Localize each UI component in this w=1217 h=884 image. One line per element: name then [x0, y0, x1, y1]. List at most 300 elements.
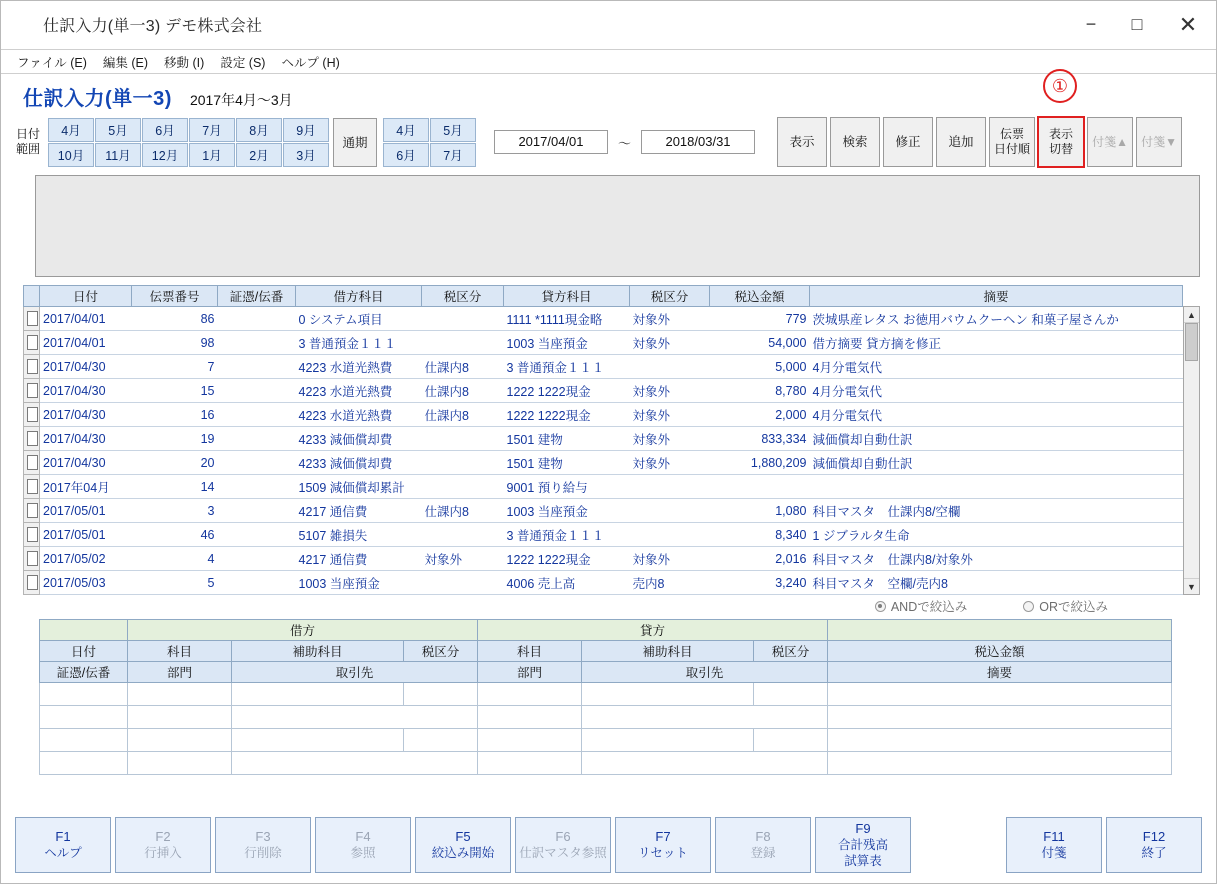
- month-button-7[interactable]: 7月: [189, 118, 235, 142]
- row-handle[interactable]: [24, 331, 40, 355]
- cell-credit-account[interactable]: 3 普通預金１１１: [504, 355, 630, 379]
- cell-credit-account[interactable]: 9001 預り給与: [504, 475, 630, 499]
- modify-button[interactable]: 修正: [883, 117, 933, 167]
- table-row[interactable]: [24, 331, 1183, 355]
- cell-date[interactable]: 2017/05/01: [40, 523, 132, 547]
- journal-grid-main: [23, 285, 1183, 595]
- entry-group-header: [40, 620, 1172, 641]
- col-voucher-no[interactable]: 伝票番号: [132, 286, 218, 307]
- entry-col-memo: 摘要: [828, 662, 1172, 683]
- cell-evidence-no[interactable]: [218, 403, 296, 427]
- entry-col-credit-dept: 部門: [478, 662, 582, 683]
- cell-evidence-no[interactable]: [218, 331, 296, 355]
- page-heading: [1, 74, 1216, 115]
- table-row[interactable]: [24, 403, 1183, 427]
- filter-mode-group: [1, 597, 1198, 615]
- voucher-date-order-line2: 日付順: [994, 142, 1031, 156]
- entry-input-credit-partner[interactable]: [582, 706, 828, 729]
- cell-credit-tax[interactable]: [630, 355, 710, 379]
- toolbar-actions: [777, 117, 1182, 167]
- fkey-f9-label-1: 合計残高: [837, 838, 888, 852]
- entry-col-amount: 税込金額: [828, 641, 1172, 662]
- journal-scrollbar[interactable]: [1183, 306, 1200, 595]
- cell-memo[interactable]: 減価償却自動仕訳: [810, 427, 1183, 451]
- fkey-f6-journal-master[interactable]: [515, 817, 611, 873]
- close-button[interactable]: ✕: [1178, 11, 1198, 37]
- entry-input-memo-2[interactable]: [828, 752, 1172, 775]
- preview-panel: [35, 175, 1200, 277]
- fkey-f2-insert-row[interactable]: [115, 817, 211, 873]
- cell-evidence-no[interactable]: [218, 427, 296, 451]
- date-range-label-line2: 範囲: [15, 142, 40, 156]
- cell-memo[interactable]: 科目マスタ 仕課内8/空欄: [810, 499, 1183, 523]
- cell-memo[interactable]: 科目マスタ 空欄/売内8: [810, 571, 1183, 595]
- entry-input-debit-account-2[interactable]: [128, 729, 232, 752]
- fkey-f5-start-filter[interactable]: [415, 817, 511, 873]
- row-handle[interactable]: [24, 307, 40, 331]
- cell-evidence-no[interactable]: [218, 451, 296, 475]
- cell-debit-account[interactable]: 4233 減価償却費: [296, 451, 422, 475]
- month-button-8[interactable]: 8月: [236, 118, 282, 142]
- entry-input-credit-partner-2[interactable]: [582, 752, 828, 775]
- cell-credit-tax[interactable]: [630, 499, 710, 523]
- table-row[interactable]: [24, 451, 1183, 475]
- row-handle[interactable]: [24, 379, 40, 403]
- month2-button-6[interactable]: 6月: [383, 143, 429, 167]
- entry-input-row[interactable]: [40, 729, 1172, 752]
- cell-debit-tax[interactable]: [422, 331, 504, 355]
- cell-credit-account[interactable]: 1501 建物: [504, 451, 630, 475]
- fkey-f1-key: F1: [55, 829, 71, 844]
- radio-dot-icon: [875, 601, 886, 612]
- cell-voucher-no[interactable]: 3: [132, 499, 218, 523]
- cell-memo[interactable]: 4月分電気代: [810, 355, 1183, 379]
- entry-header-row-1: [40, 641, 1172, 662]
- scroll-down-icon[interactable]: ▼: [1184, 578, 1199, 594]
- fkey-f11-key: F11: [1043, 829, 1065, 844]
- cell-debit-tax[interactable]: [422, 427, 504, 451]
- fkey-f1-label: ヘルプ: [44, 846, 82, 860]
- cell-debit-tax[interactable]: 仕課内8: [422, 379, 504, 403]
- cell-debit-tax[interactable]: 対象外: [422, 547, 504, 571]
- table-row[interactable]: [24, 475, 1183, 499]
- cell-voucher-no[interactable]: 4: [132, 547, 218, 571]
- entry-input-credit-sub[interactable]: [582, 683, 754, 706]
- cell-debit-account[interactable]: 1003 当座預金: [296, 571, 422, 595]
- cell-date[interactable]: 2017/05/02: [40, 547, 132, 571]
- entry-group-blank-right: [828, 620, 1172, 641]
- entry-input-debit-dept[interactable]: [128, 706, 232, 729]
- cell-amount[interactable]: 8,780: [710, 379, 810, 403]
- page-period: 2017年4月～3月: [189, 92, 293, 108]
- cell-memo[interactable]: 1 ジブラルタ生命: [810, 523, 1183, 547]
- cell-voucher-no[interactable]: 86: [132, 307, 218, 331]
- entry-col-credit-sub: 補助科目: [582, 641, 754, 662]
- cell-amount[interactable]: 5,000: [710, 355, 810, 379]
- cell-amount[interactable]: 8,340: [710, 523, 810, 547]
- date-range-separator: ～: [618, 135, 632, 151]
- cell-voucher-no[interactable]: 98: [132, 331, 218, 355]
- cell-amount[interactable]: 833,334: [710, 427, 810, 451]
- entry-input-date-2[interactable]: [40, 729, 128, 752]
- month2-button-7[interactable]: 7月: [430, 143, 476, 167]
- cell-date[interactable]: 2017/04/30: [40, 379, 132, 403]
- cell-credit-account[interactable]: 1222 1222現金: [504, 547, 630, 571]
- cell-amount[interactable]: 2,000: [710, 403, 810, 427]
- cell-credit-tax[interactable]: [630, 475, 710, 499]
- row-handle[interactable]: [24, 427, 40, 451]
- menu-settings[interactable]: 設定 (S): [220, 55, 266, 70]
- entry-input-credit-dept-2[interactable]: [478, 752, 582, 775]
- fkey-f8-key: F8: [755, 829, 771, 844]
- fkey-f11-fusen[interactable]: [1006, 817, 1102, 873]
- cell-date[interactable]: 2017/04/30: [40, 355, 132, 379]
- journal-table-header: [24, 286, 1183, 307]
- entry-input-row[interactable]: [40, 752, 1172, 775]
- entry-col-evidence: 証憑/伝番: [40, 662, 128, 683]
- cell-debit-account[interactable]: 5107 雑損失: [296, 523, 422, 547]
- entry-input-debit-partner[interactable]: [232, 706, 478, 729]
- entry-group-debit: 借方: [128, 620, 478, 641]
- window-title: 仕訳入力(単一3) デモ株式会社: [43, 18, 263, 35]
- cell-credit-tax[interactable]: 対象外: [630, 307, 710, 331]
- cell-memo[interactable]: [810, 475, 1183, 499]
- entry-col-credit-tax: 税区分: [754, 641, 828, 662]
- cell-memo[interactable]: 借方摘要 貸方摘を修正: [810, 331, 1183, 355]
- entry-input-debit-dept-2[interactable]: [128, 752, 232, 775]
- entry-col-debit-tax: 税区分: [404, 641, 478, 662]
- month-button-grid: [48, 118, 329, 167]
- month-button-3[interactable]: 3月: [283, 143, 329, 167]
- entry-col-debit-sub: 補助科目: [232, 641, 404, 662]
- cell-credit-account[interactable]: 4006 売上高: [504, 571, 630, 595]
- cell-credit-tax[interactable]: 対象外: [630, 331, 710, 355]
- fkey-f3-key: F3: [255, 829, 271, 844]
- entry-input-credit-sub-2[interactable]: [582, 729, 754, 752]
- cell-debit-account[interactable]: 4223 水道光熱費: [296, 355, 422, 379]
- fkey-f9-label-2: 試算表: [844, 854, 882, 868]
- month2-button-5[interactable]: 5月: [430, 118, 476, 142]
- row-handle[interactable]: [24, 475, 40, 499]
- annotation-badge-1: ①: [1043, 69, 1077, 103]
- search-button[interactable]: 検索: [830, 117, 880, 167]
- col-amount[interactable]: 税込金額: [710, 286, 810, 307]
- cell-voucher-no[interactable]: 46: [132, 523, 218, 547]
- row-handle-header: [24, 286, 40, 307]
- row-handle[interactable]: [24, 355, 40, 379]
- entry-input-debit-tax-2[interactable]: [404, 729, 478, 752]
- col-date[interactable]: 日付: [40, 286, 132, 307]
- entry-input-evidence-2[interactable]: [40, 752, 128, 775]
- menu-bar: [1, 49, 1216, 74]
- entry-input-amount-2[interactable]: [828, 729, 1172, 752]
- fkey-f6-key: F6: [555, 829, 571, 844]
- fkey-f2-key: F2: [155, 829, 171, 844]
- entry-input-debit-sub[interactable]: [232, 683, 404, 706]
- cell-debit-account[interactable]: 4217 通信費: [296, 499, 422, 523]
- entry-form-table: [39, 619, 1172, 775]
- voucher-date-order-button[interactable]: [989, 117, 1035, 167]
- filter-or-radio[interactable]: [1023, 597, 1108, 615]
- fkey-f12-exit[interactable]: [1106, 817, 1202, 873]
- entry-col-debit-dept: 部門: [128, 662, 232, 683]
- filter-or-label: ORで絞込み: [1039, 600, 1108, 614]
- entry-input-credit-tax[interactable]: [754, 683, 828, 706]
- month-button-6[interactable]: 6月: [142, 118, 188, 142]
- cell-voucher-no[interactable]: 5: [132, 571, 218, 595]
- table-row[interactable]: [24, 427, 1183, 451]
- add-button[interactable]: 追加: [936, 117, 986, 167]
- entry-col-debit-account: 科目: [128, 641, 232, 662]
- col-evidence-no[interactable]: 証憑/伝番: [218, 286, 296, 307]
- col-debit-account[interactable]: 借方科目: [296, 286, 422, 307]
- cell-amount[interactable]: 3,240: [710, 571, 810, 595]
- cell-credit-account[interactable]: 1003 当座預金: [504, 499, 630, 523]
- title-bar: [1, 1, 1216, 49]
- cell-debit-account[interactable]: 0 システム項目: [296, 307, 422, 331]
- cell-amount[interactable]: 779: [710, 307, 810, 331]
- cell-credit-tax[interactable]: 売内8: [630, 571, 710, 595]
- cell-voucher-no[interactable]: 16: [132, 403, 218, 427]
- table-row[interactable]: [24, 547, 1183, 571]
- month-button-grid-secondary: [383, 118, 476, 167]
- cell-credit-account[interactable]: 1111 *1111現金略: [504, 307, 630, 331]
- cell-voucher-no[interactable]: 20: [132, 451, 218, 475]
- entry-input-credit-account-2[interactable]: [478, 729, 582, 752]
- voucher-date-order-line1: 伝票: [1000, 127, 1025, 141]
- cell-credit-tax[interactable]: 対象外: [630, 379, 710, 403]
- cell-memo[interactable]: 科目マスタ 仕課内8/対象外: [810, 547, 1183, 571]
- cell-amount[interactable]: 2,016: [710, 547, 810, 571]
- cell-credit-account[interactable]: 1003 当座預金: [504, 331, 630, 355]
- entry-input-debit-tax[interactable]: [404, 683, 478, 706]
- fkey-f6-label: 仕訳マスタ参照: [519, 846, 607, 860]
- month-button-9[interactable]: 9月: [283, 118, 329, 142]
- month2-button-4[interactable]: 4月: [383, 118, 429, 142]
- cell-date[interactable]: 2017/05/01: [40, 499, 132, 523]
- month-button-5[interactable]: 5月: [95, 118, 141, 142]
- cell-debit-tax[interactable]: 仕課内8: [422, 403, 504, 427]
- cell-evidence-no[interactable]: [218, 499, 296, 523]
- cell-debit-tax[interactable]: [422, 523, 504, 547]
- cell-evidence-no[interactable]: [218, 571, 296, 595]
- table-row[interactable]: [24, 499, 1183, 523]
- entry-input-credit-tax-2[interactable]: [754, 729, 828, 752]
- entry-input-amount[interactable]: [828, 683, 1172, 706]
- cell-credit-tax[interactable]: 対象外: [630, 547, 710, 571]
- cell-debit-tax[interactable]: [422, 571, 504, 595]
- fusen-down-button[interactable]: 付箋▼: [1136, 117, 1182, 167]
- month-button-12[interactable]: 12月: [142, 143, 188, 167]
- cell-date[interactable]: 2017/04/30: [40, 427, 132, 451]
- table-row[interactable]: [24, 523, 1183, 547]
- cell-debit-account[interactable]: 4217 通信費: [296, 547, 422, 571]
- row-handle[interactable]: [24, 547, 40, 571]
- radio-dot-icon: [1023, 601, 1034, 612]
- fkey-f12-key: F12: [1142, 829, 1166, 844]
- journal-grid: [23, 285, 1200, 595]
- date-from-input[interactable]: 2017/04/01: [494, 130, 608, 154]
- cell-date[interactable]: 2017/05/03: [40, 571, 132, 595]
- cell-evidence-no[interactable]: [218, 523, 296, 547]
- fkey-f7-label: リセット: [638, 846, 688, 860]
- fkey-f8-register[interactable]: [715, 817, 811, 873]
- entry-input-debit-partner-2[interactable]: [232, 752, 478, 775]
- entry-group-blank-left: [40, 620, 128, 641]
- fkey-f1-help[interactable]: [15, 817, 111, 873]
- fkey-f3-delete-row[interactable]: [215, 817, 311, 873]
- cell-date[interactable]: 2017/04/01: [40, 307, 132, 331]
- scrollbar-thumb[interactable]: [1185, 323, 1198, 361]
- date-range-inputs: [494, 130, 755, 154]
- cell-credit-account[interactable]: 3 普通預金１１１: [504, 523, 630, 547]
- fkey-f12-label: 終了: [1141, 846, 1167, 860]
- entry-input-debit-sub-2[interactable]: [232, 729, 404, 752]
- entry-input-credit-dept[interactable]: [478, 706, 582, 729]
- cell-debit-tax[interactable]: 仕課内8: [422, 355, 504, 379]
- cell-debit-account[interactable]: 4233 減価償却費: [296, 427, 422, 451]
- col-credit-account[interactable]: 貸方科目: [504, 286, 630, 307]
- row-handle[interactable]: [24, 571, 40, 595]
- cell-date[interactable]: 2017年04月: [40, 475, 132, 499]
- display-switch-line1: 表示: [1049, 127, 1074, 141]
- cell-debit-account[interactable]: 1509 減価償却累計: [296, 475, 422, 499]
- scroll-up-icon[interactable]: ▲: [1184, 307, 1199, 323]
- cell-credit-tax[interactable]: 対象外: [630, 451, 710, 475]
- table-row[interactable]: [24, 307, 1183, 331]
- entry-input-memo[interactable]: [828, 706, 1172, 729]
- cell-amount[interactable]: 1,080: [710, 499, 810, 523]
- row-handle[interactable]: [24, 499, 40, 523]
- cell-evidence-no[interactable]: [218, 547, 296, 571]
- entry-input-date[interactable]: [40, 683, 128, 706]
- cell-evidence-no[interactable]: [218, 355, 296, 379]
- month-button-10[interactable]: 10月: [48, 143, 94, 167]
- fkey-f4-label: 参照: [350, 846, 376, 860]
- fkey-f11-label: 付箋: [1041, 846, 1067, 860]
- menu-edit[interactable]: 編集 (E): [102, 55, 149, 70]
- entry-input-debit-account[interactable]: [128, 683, 232, 706]
- menu-help[interactable]: ヘルプ (H): [281, 55, 340, 70]
- cell-memo[interactable]: 4月分電気代: [810, 379, 1183, 403]
- entry-group-credit: 貸方: [478, 620, 828, 641]
- fkey-f3-label: 行削除: [244, 846, 282, 860]
- cell-memo[interactable]: 減価償却自動仕訳: [810, 451, 1183, 475]
- date-to-input[interactable]: 2018/03/31: [641, 130, 755, 154]
- page-title: 仕訳入力(単一3): [23, 88, 172, 110]
- cell-voucher-no[interactable]: 14: [132, 475, 218, 499]
- cell-credit-account[interactable]: 1222 1222現金: [504, 379, 630, 403]
- cell-debit-account[interactable]: 3 普通預金１１１: [296, 331, 422, 355]
- cell-amount[interactable]: [710, 475, 810, 499]
- cell-voucher-no[interactable]: 19: [132, 427, 218, 451]
- col-memo[interactable]: 摘要: [810, 286, 1183, 307]
- fusen-up-button[interactable]: 付箋▲: [1087, 117, 1133, 167]
- fkey-f7-reset[interactable]: [615, 817, 711, 873]
- display-button[interactable]: 表示: [777, 117, 827, 167]
- cell-debit-tax[interactable]: 仕課内8: [422, 499, 504, 523]
- display-switch-line2: 切替: [1049, 142, 1074, 156]
- row-handle[interactable]: [24, 523, 40, 547]
- function-key-bar: [1, 811, 1216, 883]
- fkey-f8-label: 登録: [750, 846, 776, 860]
- fkey-f2-label: 行挿入: [144, 846, 182, 860]
- month-button-4[interactable]: 4月: [48, 118, 94, 142]
- scrollbar-track[interactable]: [1184, 361, 1199, 578]
- cell-credit-account[interactable]: 1501 建物: [504, 427, 630, 451]
- row-handle[interactable]: [24, 451, 40, 475]
- cell-memo[interactable]: 茨城県産レタス お徳用バウムクーヘン 和菓子屋さんか: [810, 307, 1183, 331]
- entry-input-row[interactable]: [40, 683, 1172, 706]
- cell-debit-account[interactable]: 4223 水道光熱費: [296, 379, 422, 403]
- cell-credit-account[interactable]: 1222 1222現金: [504, 403, 630, 427]
- cell-evidence-no[interactable]: [218, 307, 296, 331]
- cell-credit-tax[interactable]: 対象外: [630, 427, 710, 451]
- menu-move[interactable]: 移動 (I): [164, 55, 205, 70]
- filter-and-label: ANDで絞込み: [890, 600, 968, 614]
- display-switch-button[interactable]: [1038, 117, 1084, 167]
- month-button-1[interactable]: 1月: [189, 143, 235, 167]
- minimize-button[interactable]: −: [1085, 14, 1097, 34]
- cell-credit-tax[interactable]: 対象外: [630, 403, 710, 427]
- cell-debit-tax[interactable]: [422, 307, 504, 331]
- cell-amount[interactable]: 54,000: [710, 331, 810, 355]
- fkey-f9-key: F9: [855, 821, 871, 836]
- month-button-2[interactable]: 2月: [236, 143, 282, 167]
- cell-memo[interactable]: 4月分電気代: [810, 403, 1183, 427]
- row-handle[interactable]: [24, 403, 40, 427]
- cell-debit-account[interactable]: 4223 水道光熱費: [296, 403, 422, 427]
- date-range-label-line1: 日付: [15, 127, 40, 141]
- col-credit-tax[interactable]: 税区分: [630, 286, 710, 307]
- entry-input-row[interactable]: [40, 706, 1172, 729]
- full-period-button[interactable]: 通期: [333, 118, 377, 167]
- table-row[interactable]: [24, 355, 1183, 379]
- cell-amount[interactable]: 1,880,209: [710, 451, 810, 475]
- cell-debit-tax[interactable]: [422, 451, 504, 475]
- journal-table: [23, 285, 1183, 595]
- filter-and-radio[interactable]: [875, 597, 967, 615]
- entry-input-evidence[interactable]: [40, 706, 128, 729]
- fkey-f4-reference[interactable]: [315, 817, 411, 873]
- entry-col-credit-partner: 取引先: [582, 662, 828, 683]
- cell-voucher-no[interactable]: 15: [132, 379, 218, 403]
- cell-voucher-no[interactable]: 7: [132, 355, 218, 379]
- date-range-label: [11, 127, 48, 157]
- fkey-f9-trial-balance[interactable]: [815, 817, 911, 873]
- table-row[interactable]: [24, 379, 1183, 403]
- fkey-f7-key: F7: [655, 829, 671, 844]
- fkey-f4-key: F4: [355, 829, 371, 844]
- entry-col-date: 日付: [40, 641, 128, 662]
- cell-evidence-no[interactable]: [218, 475, 296, 499]
- cell-date[interactable]: 2017/04/01: [40, 331, 132, 355]
- cell-date[interactable]: 2017/04/30: [40, 451, 132, 475]
- col-debit-tax[interactable]: 税区分: [422, 286, 504, 307]
- table-row[interactable]: [24, 571, 1183, 595]
- entry-input-credit-account[interactable]: [478, 683, 582, 706]
- maximize-button[interactable]: □: [1131, 14, 1143, 34]
- entry-form: [39, 619, 1172, 775]
- cell-evidence-no[interactable]: [218, 379, 296, 403]
- menu-file[interactable]: ファイル (E): [17, 55, 87, 70]
- entry-header-row-2: [40, 662, 1172, 683]
- cell-credit-tax[interactable]: [630, 523, 710, 547]
- cell-debit-tax[interactable]: [422, 475, 504, 499]
- month-button-11[interactable]: 11月: [95, 143, 141, 167]
- entry-col-credit-account: 科目: [478, 641, 582, 662]
- cell-date[interactable]: 2017/04/30: [40, 403, 132, 427]
